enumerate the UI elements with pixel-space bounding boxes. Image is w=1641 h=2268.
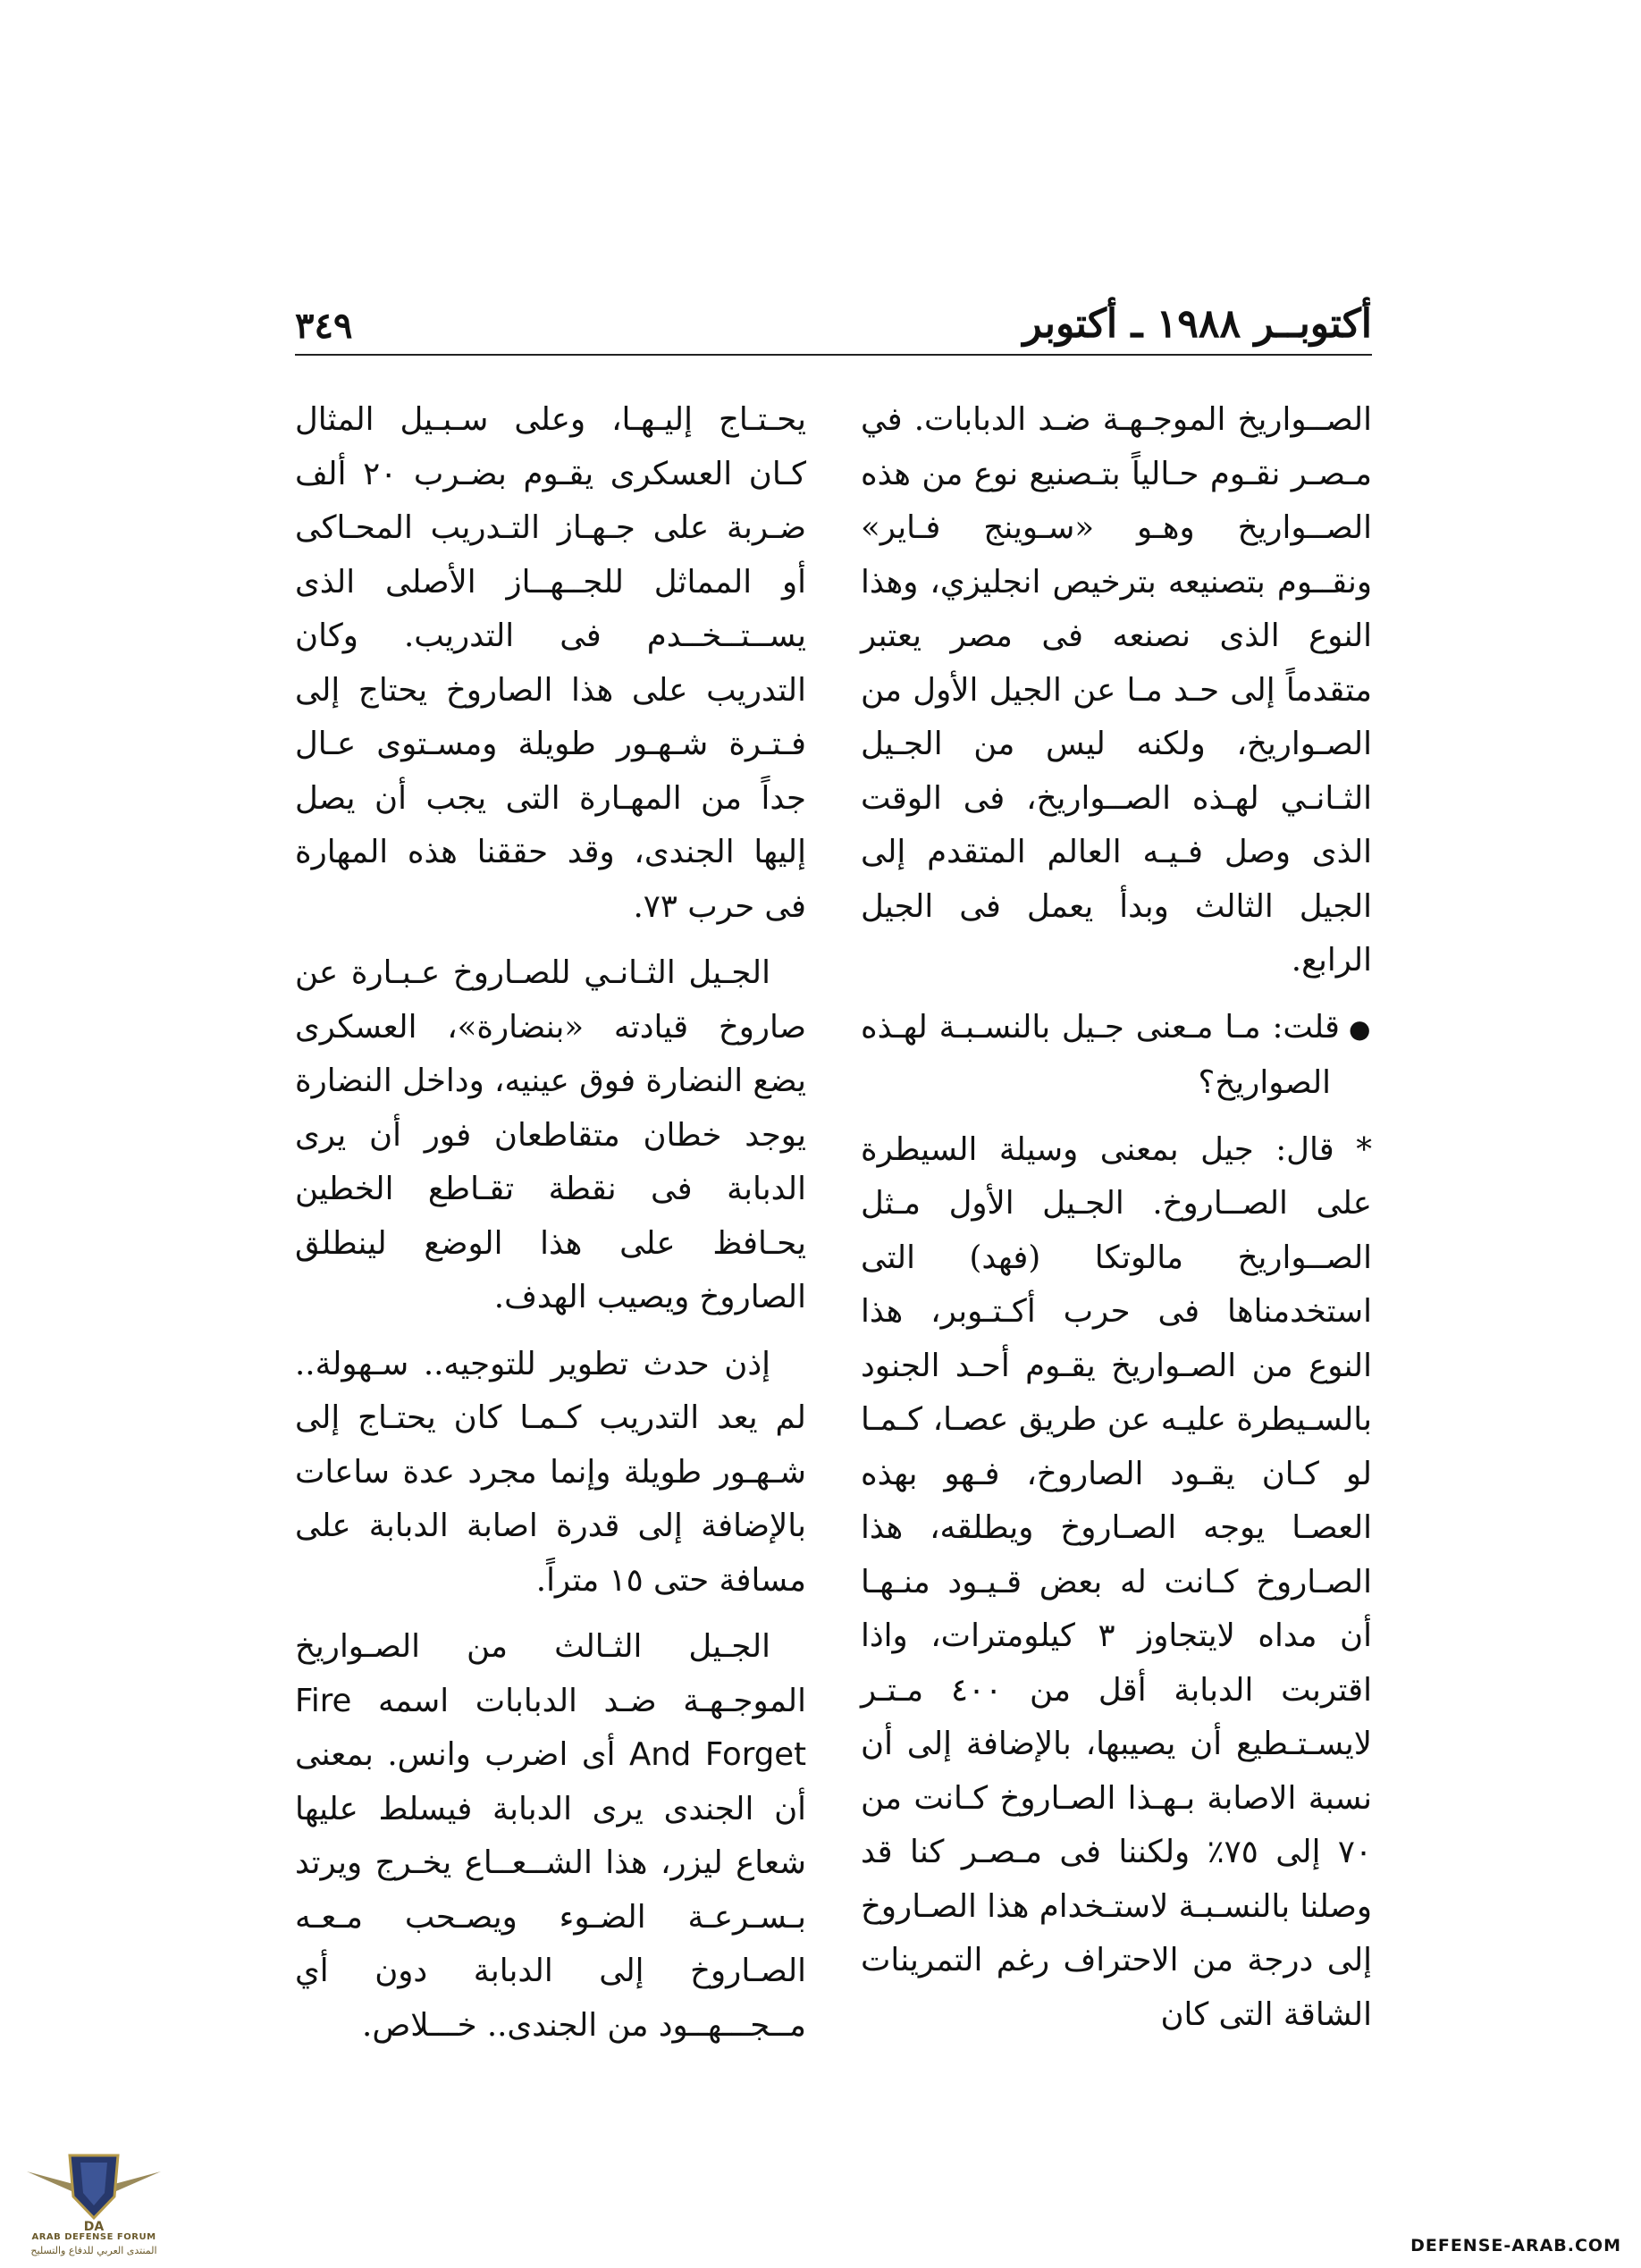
question-paragraph	[861, 1001, 1372, 1111]
paragraph: * قال: جيل بمعنى وسيلة السيطرة على الصــاروخ. الجـيل الأول مـثل الصــواريخ مالوتكا (فهد) التى استخدمناها فى حرب أكـتـوبر، هذا النوع من الصـواريخ يقـوم أحـد الجنود بالسـيطرة عليـه عن طريق عصـا، كـمـا لو كـان يقـود الصاروخ، فـهو بهذه العصـا يوجه الصـاروخ ويطلقه، هذا الصـاروخ كـانت له بعض قـيـود منـهـا أن مداه لايتجاوز ٣ كيلومترات، واذا اقتربت الدبابة أقل من ٤٠٠ مـتـر لايسـتـطيع أن يصيبها، بالإضافة إلى أن نسبة الاصابة بـهـذا الصـاروخ كـانت من ٧٠ إلى ٧٥٪ ولكننا فى مـصـر كنا قد وصلنا بالنسـبـة لاستـخدام هذا الصـاروخ إلى درجة من الاحتراف رغم التمرينات الشاقة التى كان	[861, 1130, 1373, 2033]
paragraph-text: أى اضرب وانس. بمعنى أن الجندى يرى الدبابة فيسلط عليها شعاع ليزر، هذا الشــعــاع يخـرج ويرتد بـسـرعـة الضـوء ويصـحب مـعـه الصـاروخ إلى الدبابة دون أي مــجـــهــود من الجندى.. خـــلاص.	[295, 1736, 806, 2044]
left-column	[295, 393, 806, 2044]
paragraph-text: الجـيل الثـالث من الصـواريخ الموجـهـة ضـد الدبابات اسمه	[295, 1628, 806, 1719]
paragraph	[295, 1620, 806, 2053]
paragraph: إذن حدث تطوير للتوجيه.. سـهولة.. لم يعد التدريب كـمـا كان يحتـاج إلى شـهـور طويلة وإنما مجرد عدة ساعات بالإضافة إلى قدرة اصابة الدبابة على مسافة حتى ١٥ متراً.	[295, 1345, 806, 1599]
bullet-icon: ●	[1349, 1013, 1372, 1044]
article-body	[295, 393, 1373, 2044]
shield-icon	[18, 2145, 170, 2232]
logo-name-en: ARAB DEFENSE FORUM	[31, 2232, 156, 2242]
logo-name-ar: المنتدى العربي للدفاع والتسليح	[30, 2245, 157, 2256]
paragraph: الجـيل الثـانـي للصـاروخ عـبـارة عن صاروخ قيادته «بنضارة»، العسكرى يضع النضارة فوق عينيه، وداخل النضارة يوجد خطان متقاطعان فور أن يرى الدبابة فى نقطة تقـاطع الخطين يحـافظ على هذا الوضع لينطلق الصاروخ ويصيب الهدف.	[295, 954, 806, 1315]
page-number: ٣٤٩	[295, 305, 353, 347]
question-text: قلت: مـا مـعنى جـيل بالنسـبـة لهـذه الصواريخ؟	[861, 1008, 1340, 1101]
paragraph: الصــواريخ الموجـهـة ضـد الدبابات. في مـصـر نقـوم حـالياً بتـصنيع نوع من هذه الصــواريخ وهـو «سـوينج فـاير» ونقــوم بتصنيعه بترخيص انجليزي، وهذا النوع الذى نصنعه فى مصر يعتبر متقدماً إلى حـد مـا عن الجيل الأول من الصـواريخ، ولكنه ليس من الجـيل الثـانـي لهـذه الصــواريخ، فى الوقت الذى وصل فـيـه العالم المتقدم إلى الجيل الثالث وبدأ يعمل فى الجيل الرابع.	[861, 401, 1372, 979]
paragraph: يحـتـاج إليـهـا، وعلى سـبـيل المثال كـان العسكرى يقـوم بضـرب ٢٠ ألف ضـربة على جـهـاز التـدريب المحـاكى أو المماثل للجــهــاز الأصلى الذى يســتــخــدم فى التدريب. وكان التدريب على هذا الصاروخ يحتاج إلى فـتـرة شـهـور طويلة ومسـتوى عـال جداً من المهـارة التى يجب أن يصل إليها الجندى، وقد حققنا هذه المهارة فى حرب ٧٣.	[295, 401, 806, 925]
running-title: أكتوبــر ١٩٨٨ ـ أكتوبر	[1022, 301, 1372, 347]
page-header	[295, 284, 1372, 356]
right-column	[861, 393, 1373, 2033]
site-url: DEFENSE-ARAB.COM	[1410, 2236, 1621, 2255]
logo-initials: DA	[83, 2220, 105, 2232]
latin-phrase: Fire And Forget	[295, 1682, 806, 1773]
forum-logo	[18, 2145, 170, 2261]
